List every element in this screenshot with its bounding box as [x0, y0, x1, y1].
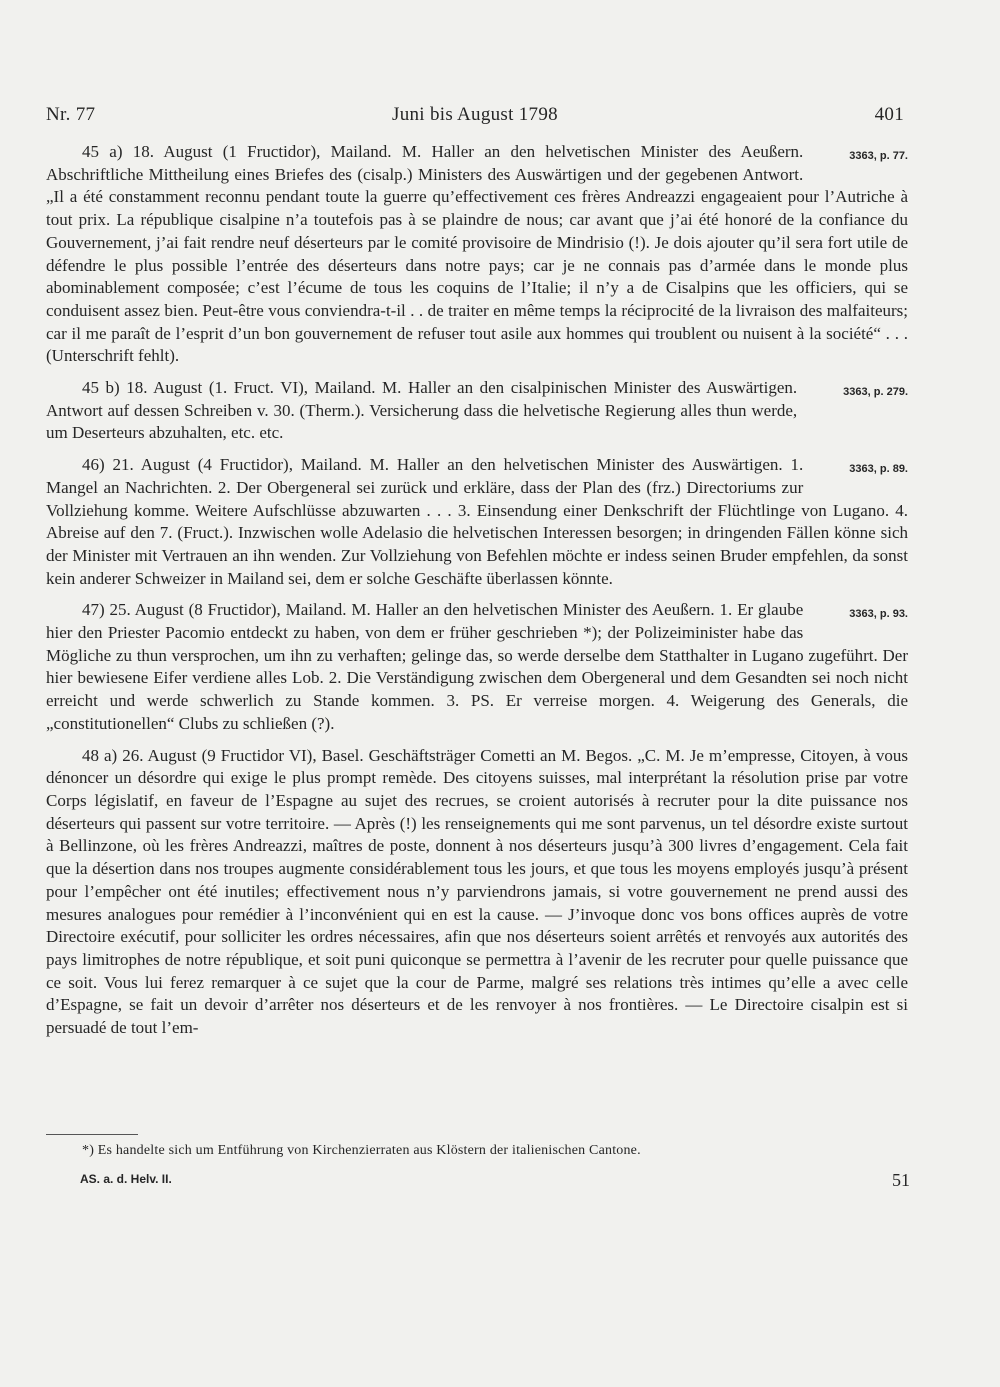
entry-text: 46) 21. August (4 Fructidor), Mailand. M. Haller an den helvetischen Minister des Auswärtigen. 1. Mangel an Nachrichten. 2. Der Obergeneral sei zurück und erkläre, dass der Plan des (frz.) Directoriums zur Vollziehung komme. Weitere Aufschlüsse abzuwarten . . . 3. Einsendung einer Denkschrift der Flüchtlinge von Lugano. 4. Abreise auf den 7. (Fruct.). Inzwischen wolle Adelasio die helvetischen Interessen besorgen; in dringenden Fällen könne sich der Minister mit Vertrauen an ihn wenden. Zur Vollziehung von Befehlen möchte er indess seinen Bruder empfehlen, da sonst kein anderer Schweizer in Mailand sei, dem er solche Geschäfte überlassen könnte.: [46, 455, 908, 588]
footnote-divider: [46, 1134, 138, 1135]
header-page-number: 401: [874, 104, 904, 125]
header-document-number: Nr. 77: [46, 104, 96, 125]
page-footer: [80, 1170, 910, 1192]
footer-signature: AS. a. d. Helv. II.: [80, 1172, 172, 1186]
document-body: [46, 141, 908, 1049]
entry-text: 45 b) 18. August (1. Fruct. VI), Mailand. M. Haller an den cisalpinischen Minister des Auswärtigen. Antwort auf dessen Schreiben v. 30. (Therm.). Versicherung dass die helvetische Regierung alles thun werde, um Deserteurs abzuhalten, etc. etc.: [46, 378, 798, 443]
archive-reference: 3363, p. 93.: [849, 608, 908, 621]
archive-reference: 3363, p. 77.: [849, 150, 908, 162]
entry-48a: [46, 745, 908, 1040]
entry-46: [46, 454, 908, 590]
header-date-range: Juni bis August 1798: [392, 104, 558, 125]
running-header: [46, 104, 904, 130]
footer-sheet-number: 51: [892, 1170, 910, 1190]
archive-reference: 3363, p. 89.: [849, 463, 908, 476]
archive-reference: 3363, p. 279.: [843, 386, 908, 399]
entry-text: 47) 25. August (8 Fructidor), Mailand. M. Haller an den helvetischen Minister des Aeußern. 1. Er glaube hier den Priester Pacomio entdeckt zu haben, von dem er früher geschrieben *); der Polizeiminister habe das Mögliche zu thun versprochen, um ihn zu verhaften; gelinge das, so werde derselbe dem Statthalter in Lugano zugeführt. Der hier bewiesene Eifer verdiene alles Lob. 2. Die Verständigung zwischen dem Obergeneral und dem Gesandten sei noch nicht erreicht und werde schwerlich zu Stande kommen. 3. PS. Er verreise morgen. 4. Weigerung des Generals, die „constitutionellen“ Clubs zu schließen (?).: [46, 600, 908, 733]
entry-47: [46, 599, 908, 735]
entry-45b: [46, 377, 908, 445]
entry-45a: [46, 141, 908, 368]
footnote: *) Es handelte sich um Entführung von Kirchenzierraten aus Klöstern der italienischen Cantone.: [82, 1143, 641, 1158]
entry-text: 48 a) 26. August (9 Fructidor VI), Basel. Geschäftsträger Cometti an M. Begos. „C. M. Je m’empresse, Citoyen, à vous dénoncer un désordre qui exige le plus prompt remède. Des citoyens suisses, mal interprétant la résolution prise par votre Corps législatif, en faveur de l’Espagne au sujet des recrues, se croient autorisés à recruter pour la dite puissance nos déserteurs qui passent sur votre territoire. — Après (!) les renseignements qui me sont parvenus, un tel désordre existe surtout à Bellinzone, où les frères Andreazzi, maîtres de poste, donnent à nos déserteurs jusqu’à 300 livres d’engagement. Cela fait que la désertion dans nos troupes augmente considérablement tous les jours, et que tous les moyens employés jusqu’à présent pour l’empêcher ont été inutiles; effectivement nous n’y parviendrons jamais, si votre gouvernement ne prend aussi des mesures analogues pour remédier à l’inconvénient qui en est la cause. — J’invoque donc vos bons offices auprès de votre Directoire exécutif, pour solliciter les ordres nécessaires, afin que nos déserteurs soient arrêtés et renvoyés aux autorités des pays limitrophes de notre république, et soit puni quiconque se permettra à l’avenir de les recruter pour quelle puissance que ce soit. Vous lui ferez remarquer à ce sujet que la cour de Parme, malgré ses relations très intimes qu’elle a avec celle d’Espagne, se fait un devoir d’arrêter nos déserteurs et de les renvoyer à nos frontières. — Le Directoire cisalpin est si persuadé de tout l’em-: [46, 745, 908, 1038]
entry-text: 45 a) 18. August (1 Fructidor), Mailand. M. Haller an den helvetischen Minister des Aeußern. Abschriftliche Mittheilung eines Briefes des (cisalp.) Ministers des Auswärtigen und der gegebenen Antwort. „Il a été constamment reconnu pendant toute la guerre qu’effectivement ces frères Andreazzi engageaient pour l’Autriche à tout prix. La république cisalpine n’a toutefois pas à se plaindre de nous; car avant que j’ai été honoré de la confiance du Gouvernement, j’ai fait rendre neuf déserteurs par le comité provisoire de Mindrisio (!). Je dois ajouter qu’il sera fort utile de défendre le plus possible l’entrée des déserteurs dans notre pays; car je ne connais pas d’armée dans le monde plus abominablement composée; c’est l’écume de tous les coquins de l’Italie; il n’y a de Cisalpins que les officiers, qui se conduisent assez bien. Peut-être vous conviendra-t-il . . de traiter en même temps la réciprocité de la livraison des malfaiteurs; car il me paraît de l’esprit d’un bon gouvernement de refuser tout asile aux hommes qui troublent ou nuisent à la société“ . . . (Unterschrift fehlt).: [46, 142, 908, 366]
